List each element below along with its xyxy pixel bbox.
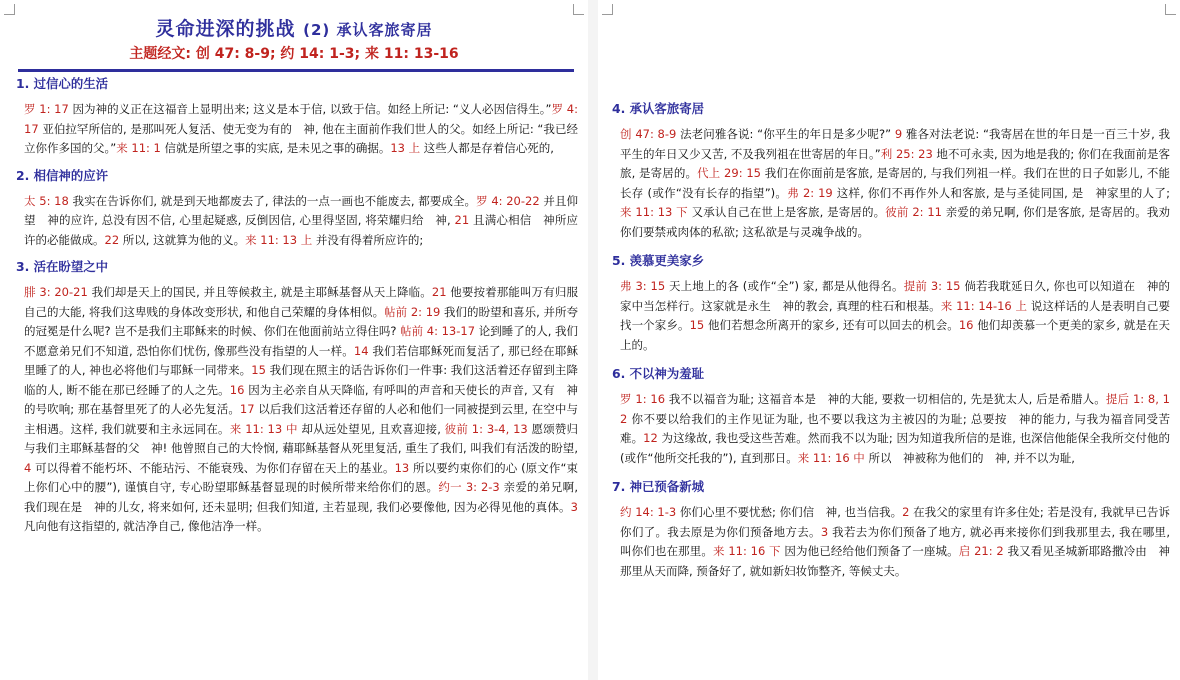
scripture-ref: 帖前 4: 13-17 bbox=[400, 324, 476, 338]
scripture-ref: 罗 4: 17 bbox=[24, 102, 579, 136]
verse-text: 你们心里不要忧愁; 你们信 神, 也当信我。 bbox=[676, 505, 903, 519]
scripture-ref: 帖前 2: 19 bbox=[384, 304, 441, 319]
crop-mark bbox=[573, 4, 584, 15]
right-page bbox=[598, 0, 1180, 680]
scripture-ref: 22 bbox=[104, 232, 120, 247]
verse-text: 以后我们这活着还存留的人必和他们一同被提到云里, 在空中与主相遇。这样, 我们就要和主永远同在。 bbox=[24, 402, 578, 436]
scripture-ref: 13 bbox=[394, 460, 410, 475]
verse-text: 为这缘故, 我也受这些苦难。然而我不以为耻; 因为知道我所信的是谁, 也深信他能保全我所交付他的 (或作“他所交托我的”), 直到那日。 bbox=[620, 431, 1170, 465]
verse-text: 我们却是天上的国民, 并且等候救主, 就是主耶稣基督从天上降临。 bbox=[87, 285, 432, 299]
verse-text: 因为他已经给他们预备了一座城。 bbox=[780, 544, 959, 558]
scripture-ref: 4 bbox=[24, 460, 32, 475]
section bbox=[612, 100, 1170, 242]
section-heading: 4. 承认客旅寄居 bbox=[612, 101, 704, 116]
scripture-ref: 约一 3: 2-3 bbox=[438, 480, 500, 494]
scripture-ref: 太 5: 18 bbox=[24, 193, 69, 208]
section-text bbox=[24, 100, 578, 159]
scripture-ref: 来 11: 13 中 bbox=[229, 421, 298, 436]
scripture-ref: 启 21: 2 bbox=[958, 544, 1004, 558]
verse-text: 说这样话的人是表明自己要找一个家乡。 bbox=[620, 298, 1171, 332]
scripture-ref: 来 11: 16 中 bbox=[797, 450, 865, 465]
verse-text: 可以得着不能朽坏、不能玷污、不能衰残、为你们存留在天上的基业。 bbox=[31, 460, 395, 475]
left-sections bbox=[10, 75, 578, 537]
verse-text: 我们在你面前是客旅, 是寄居的, 与我们列祖一样。我们在世的日子如影儿, 不能长存 (或作“没有长存的指望”)。 bbox=[620, 166, 1170, 200]
scripture-ref: 来 11: 1 bbox=[116, 141, 161, 155]
scripture-ref: 3 bbox=[570, 499, 578, 514]
scripture-ref: 来 11: 14-16 上 bbox=[940, 298, 1028, 313]
scripture-ref: 9 bbox=[894, 127, 903, 141]
verse-text: 论到睡了的人, 我们不愿意弟兄们不知道, 恐怕你们忧伤, 像那些没有指望的人一样。 bbox=[24, 324, 579, 358]
scripture-ref: 13 上 bbox=[390, 141, 421, 155]
scripture-ref: 提前 3: 15 bbox=[903, 279, 961, 293]
section bbox=[16, 258, 578, 537]
scripture-ref: 罗 1: 17 bbox=[24, 102, 69, 116]
crop-mark bbox=[4, 4, 15, 15]
section-text bbox=[620, 125, 1170, 242]
scripture-ref: 罗 4: 20-22 bbox=[476, 193, 540, 208]
scripture-ref: 来 11: 13 下 bbox=[620, 205, 688, 219]
verse-text: 因为神的义正在这福音上显明出来; 这义是本于信, 以致于信。如经上所记: “义人必因信得生。” bbox=[68, 102, 552, 116]
verse-text: 信就是所望之事的实底, 是未见之事的确据。 bbox=[160, 141, 391, 155]
verse-text: 愿颂赞归与我们主耶稣基督的父 神! 他曾照自己的大怜悯, 藉耶稣基督从死里复活, 重生了我们, 叫我们有活泼的盼望, bbox=[24, 421, 579, 455]
crop-mark bbox=[602, 4, 613, 15]
section bbox=[16, 167, 578, 251]
verse-text: 我实在告诉你们, 就是到天地都废去了, 律法的一点一画也不能废去, 都要成全。 bbox=[68, 193, 477, 208]
verse-text: 因为主必亲自从天降临, 有呼叫的声音和天使长的声音, 又有 神的号吹响; 那在基督里死了的人必先复活。 bbox=[24, 382, 579, 416]
scripture-ref: 彼前 2: 11 bbox=[885, 205, 942, 219]
scripture-ref: 提后 1: 8, 12 bbox=[620, 392, 1170, 426]
section-heading: 5. 羡慕更美家乡 bbox=[612, 253, 704, 268]
section bbox=[612, 478, 1170, 581]
section bbox=[612, 365, 1170, 468]
scripture-ref: 21 bbox=[454, 213, 470, 227]
verse-text: 在我父的家里有许多住处; 若是没有, 我就早已告诉你们了。我去原是为你们预备地方去。 bbox=[620, 505, 1170, 539]
section-text bbox=[24, 192, 578, 251]
theme-scripture: 主题经文: 创 47: 8-9; 约 14: 1-3; 来 11: 13-16 bbox=[129, 46, 459, 62]
scripture-ref: 弗 3: 15 bbox=[620, 279, 666, 293]
section-text bbox=[24, 283, 578, 537]
scripture-ref: 弗 2: 19 bbox=[787, 185, 833, 200]
verse-text: 他要按着那能叫万有归服自己的大能, 将我们这卑贱的身体改变形状, 和他自己荣耀的身体相似。 bbox=[24, 285, 579, 319]
verse-text: 我不以福音为耻; 这福音本是 神的大能, 要救一切相信的, 先是犹太人, 后是希腊人。 bbox=[665, 392, 1106, 406]
section-heading: 3. 活在盼望之中 bbox=[16, 259, 108, 274]
verse-text: 他们若想念所离开的家乡, 还有可以回去的机会。 bbox=[704, 318, 959, 332]
scripture-ref: 14 bbox=[353, 343, 369, 358]
scripture-ref: 15 bbox=[689, 318, 705, 332]
verse-text: 天上地上的各 (或作“全”) 家, 都是从他得名。 bbox=[665, 279, 904, 293]
scripture-ref: 12 bbox=[643, 431, 658, 445]
section-text bbox=[620, 390, 1170, 468]
verse-text: 我们的盼望和喜乐, 并所夸的冠冕是什么呢? 岂不是我们主耶稣来的时候、你们在他面前站立得住吗? bbox=[24, 304, 579, 338]
scripture-ref: 2 bbox=[902, 505, 910, 519]
verse-text: 亲爱的弟兄啊, 我们现在是 神的儿女, 将来如何, 还未显明; 但我们知道, 主若显现, 我们必要像他, 因为必得见他的真体。 bbox=[24, 480, 578, 514]
scripture-ref: 来 11: 16 下 bbox=[712, 544, 781, 558]
verse-text: 却从远处望见, 且欢喜迎接, bbox=[297, 421, 445, 436]
scripture-ref: 15 bbox=[251, 363, 266, 377]
verse-text: 又承认自己在世上是客旅, 是寄居的。 bbox=[687, 205, 886, 219]
section-text bbox=[620, 503, 1170, 581]
right-sections bbox=[608, 100, 1170, 581]
verse-text: 所以, 这就算为他的义。 bbox=[119, 232, 246, 247]
section bbox=[16, 75, 578, 159]
verse-text: 雅各对法老说: “我寄居在世的年日是一百三十岁, 我平生的年日又少又苦, 不及我列祖在世寄居的年日。” bbox=[620, 127, 1171, 161]
scripture-ref: 彼前 1: 3-4, 13 bbox=[444, 421, 528, 436]
verse-text: 并没有得着所应许的; bbox=[312, 232, 424, 247]
scripture-ref: 16 bbox=[229, 382, 245, 397]
scripture-ref: 利 25: 23 bbox=[880, 146, 933, 161]
left-page bbox=[0, 0, 588, 680]
verse-text: 我们若信耶稣死而复活了, 那已经在耶稣里睡了的人, 神也必将他们与耶稣一同带来。 bbox=[24, 343, 579, 377]
page-title bbox=[10, 17, 578, 42]
verse-text: 我们现在照主的话告诉你们一件事: 我们这活着还存留到主降临的人, 断不能在那已经睡了的人之先。 bbox=[24, 363, 579, 397]
verse-text: 所以 神被称为他们的 神, 并不以为耻, bbox=[864, 450, 1075, 465]
scripture-ref: 腓 3: 20-21 bbox=[24, 285, 88, 299]
title-main: 灵命进深的挑战 bbox=[155, 18, 296, 40]
scripture-ref: 代上 29: 15 bbox=[697, 166, 761, 180]
scripture-ref: 罗 1: 16 bbox=[620, 392, 666, 406]
scripture-ref: 21 bbox=[431, 285, 447, 299]
scripture-ref: 来 11: 13 上 bbox=[245, 232, 313, 247]
section-heading: 1. 过信心的生活 bbox=[16, 76, 108, 91]
verse-text: 地不可永卖, 因为地是我的; 你们在我面前是客旅, 是寄居的。 bbox=[620, 146, 1170, 180]
verse-text: 所以要约束你们的心 (原文作“束上你们心中的腰”), 谨慎自守, 专心盼望耶稣基督显现的时候所带来给你们的恩。 bbox=[24, 460, 578, 494]
verse-text: 且满心相信 神所应许的必能做成。 bbox=[24, 213, 578, 247]
top-spacer bbox=[608, 0, 1170, 96]
verse-text: 亲爱的弟兄啊, 你们是客旅, 是寄居的。我劝你们要禁戒肉体的私欲; 这私欲是与灵魂争战的。 bbox=[620, 205, 1171, 239]
scripture-ref: 3 bbox=[820, 524, 829, 539]
verse-text: 凡向他有这指望的, 就洁净自己, 像他洁净一样。 bbox=[24, 519, 269, 533]
section bbox=[612, 252, 1170, 355]
scripture-ref: 17 bbox=[239, 402, 255, 416]
verse-text: 你不要以给我们的主作见证为耻, 也不要以我这为主被囚的为耻; 总要按 神的能力, 与我为福音同受苦难。 bbox=[620, 411, 1170, 445]
verse-text: 法老问雅各说: “你平生的年日是多少呢?” bbox=[676, 127, 895, 141]
verse-text: 亚伯拉罕所信的, 是那叫死人复活、使无变为有的 神, 他在主面前作我们世人的父。如经上所记: “我已经立你作多国的父。” bbox=[24, 121, 578, 155]
scripture-ref: 16 bbox=[958, 318, 974, 332]
verse-text: 他们却羡慕一个更美的家乡, 就是在天上的。 bbox=[620, 318, 1171, 352]
section-text bbox=[620, 277, 1170, 355]
verse-text: 我又看见圣城新耶路撒冷由 神那里从天而降, 预备好了, 就如新妇妆饰整齐, 等候丈夫。 bbox=[620, 544, 1171, 578]
verse-text: 我若去为你们预备了地方, 就必再来接你们到我那里去, 我在哪里, 叫你们也在那里。 bbox=[620, 524, 1170, 558]
section-heading: 6. 不以神为羞耻 bbox=[612, 366, 704, 381]
scripture-ref: 约 14: 1-3 bbox=[620, 505, 677, 519]
section-heading: 7. 神已预备新城 bbox=[612, 479, 704, 494]
scripture-ref: 创 47: 8-9 bbox=[620, 127, 677, 141]
document-header bbox=[10, 0, 578, 64]
verse-text: 倘若我耽延日久, 你也可以知道在 神的家中当怎样行。这家就是永生 神的教会, 真理的柱石和根基。 bbox=[620, 279, 1170, 313]
crop-mark bbox=[1165, 4, 1176, 15]
verse-text: 并且仰望 神的应许, 总没有因不信, 心里起疑惑, 反倒因信, 心里得坚固, 将荣耀归给 神, bbox=[24, 193, 578, 227]
title-sub: (2) 承认客旅寄居 bbox=[303, 21, 433, 39]
verse-text: 这些人都是存着信心死的, bbox=[420, 141, 554, 155]
section-heading: 2. 相信神的应许 bbox=[16, 167, 108, 183]
title-rule bbox=[18, 69, 574, 72]
verse-text: 这样, 你们不再作外人和客旅, 是与圣徒同国, 是 神家里的人了; bbox=[832, 185, 1170, 200]
